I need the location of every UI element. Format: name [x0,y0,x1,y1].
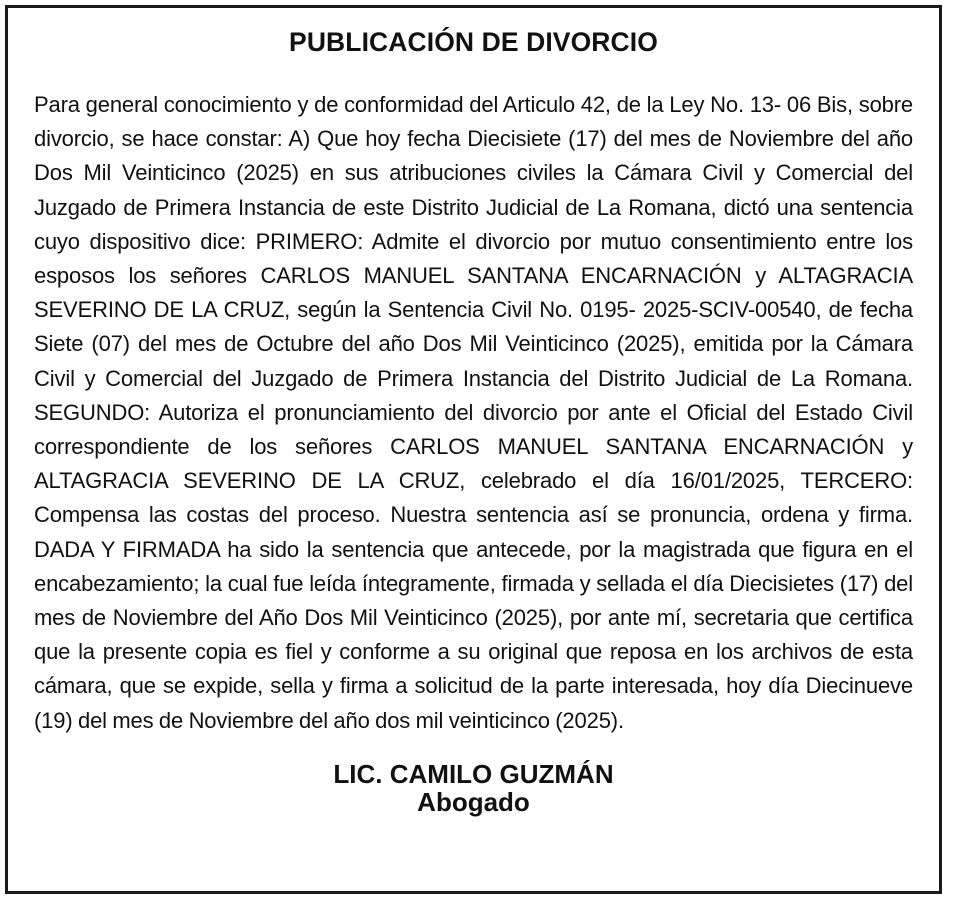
notice-title: PUBLICACIÓN DE DIVORCIO [289,27,658,57]
signature-block [34,760,913,816]
notice-body: Para general conocimiento y de conformidad del Articulo 42, de la Ley No. 13- 06 Bis, sobre divorcio, se hace constar: A) Que hoy fecha Diecisiete (17) del mes de Noviembre del año Dos Mil Veinticinco (2025) en sus atribuciones civiles la Cámara Civil y Comercial del Juzgado de Primera Instancia de este Distrito Judicial de La Romana, dictó una sentencia cuyo dispositivo dice: PRIMERO: Admite el divorcio por mutuo consentimiento entre los esposos los señores CARLOS MANUEL SANTANA ENCARNACIÓN y ALTAGRACIA SEVERINO DE LA CRUZ, según la Sentencia Civil No. 0195- 2025-SCIV-00540, de fecha Siete (07) del mes de Octubre del año Dos Mil Veinticinco (2025), emitida por la Cámara Civil y Comercial del Juzgado de Primera Instancia del Distrito Judicial de La Romana. SEGUNDO: Autoriza el pronunciamiento del divorcio por ante el Oficial del Estado Civil correspondiente de los señores CARLOS MANUEL SANTANA ENCARNACIÓN y ALTAGRACIA SEVERINO DE LA CRUZ, celebrado el día 16/01/2025, TERCERO: Compensa las costas del proceso. Nuestra sentencia así se pronuncia, ordena y firma. DADA Y FIRMADA ha sido la sentencia que antecede, por la magistrada que figura en el encabezamiento; la cual fue leída íntegramente, firmada y sellada el día Diecisietes (17) del mes de Noviembre del Año Dos Mil Veinticinco (2025), por ante mí, secretaria que certifica que la presente copia es fiel y conforme a su original que reposa en los archivos de esta cámara, que se expide, sella y firma a solicitud de la parte interesada, hoy día Diecinueve (19) del mes de Noviembre del año dos mil veinticinco (2025). [34,92,913,733]
legal-notice-box [5,5,942,894]
signatory-name: LIC. CAMILO GUZMÁN [333,758,614,789]
signatory-role: Abogado [417,786,530,817]
